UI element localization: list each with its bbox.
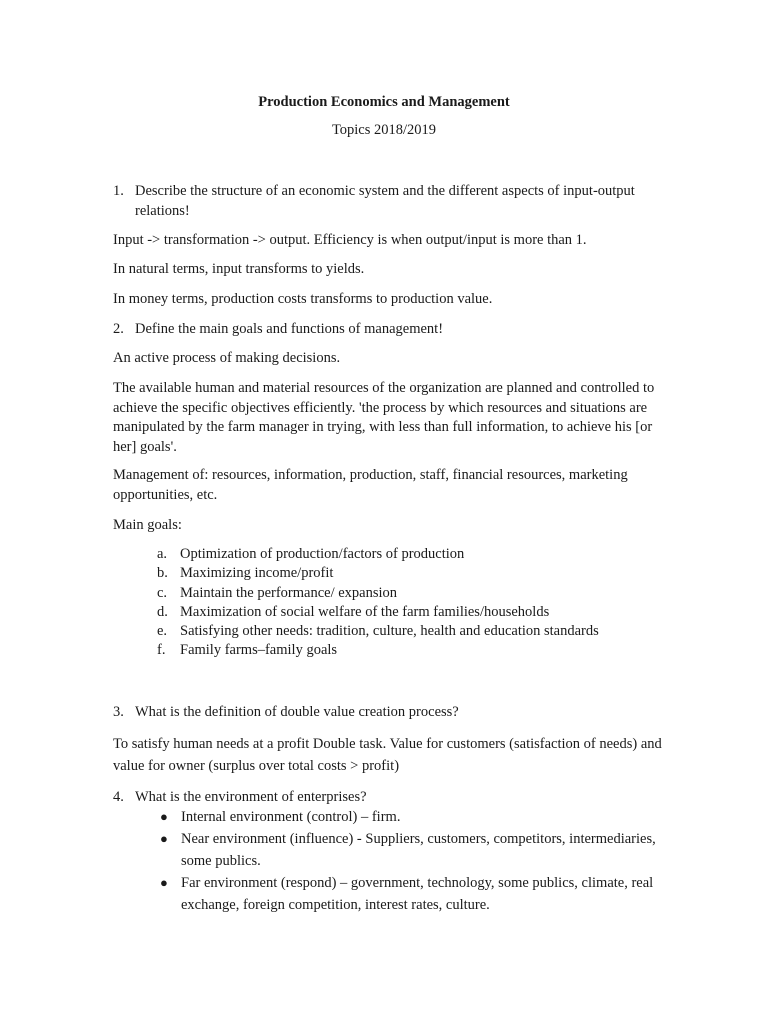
answer-1-line-3: In money terms, production costs transforms to production value. <box>113 291 493 307</box>
main-goals-label: Main goals: <box>113 517 182 533</box>
list-marker: a. <box>157 546 168 562</box>
answer-2-paragraph-3: Management of: resources, information, production, staff, financial resources, marketing opportunities, etc. <box>113 467 628 503</box>
list-item <box>157 641 677 660</box>
answer-2-paragraph-2: The available human and material resources of the organization are planned and controlled to achieve the specific objectives efficiently. 'the process by which resources and situations are manipulated by the farm manager in trying, with less than full information, to achieve his [or her] goals'. <box>113 380 655 455</box>
answer-1-line-1: Input -> transformation -> output. Efficiency is when output/input is more than 1. <box>113 232 587 248</box>
question-3-text: What is the definition of double value creation process? <box>135 704 459 720</box>
main-goals-list <box>157 545 677 661</box>
list-item-text: Near environment (influence) - Suppliers, customers, competitors, intermediaries, some publics. <box>181 831 656 869</box>
answer-2-line-1: An active process of making decisions. <box>113 350 341 366</box>
environments-list <box>157 806 677 916</box>
question-4 <box>113 788 673 808</box>
list-item-text: Satisfying other needs: tradition, culture, health and education standards <box>180 623 599 640</box>
list-item-text: Maintain the performance/ expansion <box>180 584 398 601</box>
list-item-text: Family farms–family goals <box>180 642 338 659</box>
list-item-text: Optimization of production/factors of production <box>180 546 465 562</box>
document-title: Production Economics and Management <box>258 94 510 110</box>
answer-3-paragraph: To satisfy human needs at a profit Double task. Value for customers (satisfaction of needs) and value for owner (surplus over total costs > profit) <box>113 736 662 774</box>
list-item <box>157 564 677 583</box>
question-2-number: 2. <box>113 321 124 337</box>
list-item <box>157 584 677 603</box>
question-3 <box>113 703 673 723</box>
answer-1-line-2: In natural terms, input transforms to yields. <box>113 261 365 277</box>
question-4-number: 4. <box>113 789 124 805</box>
list-marker: c. <box>157 584 168 601</box>
list-item-text: Maximization of social welfare of the farm families/households <box>180 603 550 620</box>
list-item <box>157 872 677 916</box>
question-2 <box>113 320 673 340</box>
list-item-text: Internal environment (control) – firm. <box>181 809 401 825</box>
question-3-number: 3. <box>113 704 124 720</box>
question-4-text: What is the environment of enterprises? <box>135 789 367 805</box>
question-1 <box>113 182 673 221</box>
question-2-text: Define the main goals and functions of management! <box>135 321 444 337</box>
list-marker: d. <box>157 603 168 620</box>
list-item <box>157 622 677 641</box>
bullet-icon: ● <box>160 831 168 846</box>
list-marker: f. <box>157 642 166 659</box>
question-1-text: Describe the structure of an economic system and the different aspects of input-output relations! <box>135 183 635 219</box>
bullet-icon: ● <box>160 809 168 824</box>
list-item <box>157 603 677 622</box>
list-item <box>157 806 677 828</box>
list-marker: b. <box>157 565 168 582</box>
bullet-icon: ● <box>160 875 168 890</box>
list-marker: e. <box>157 623 168 640</box>
list-item <box>157 828 677 872</box>
question-1-number: 1. <box>113 183 124 199</box>
list-item-text: Maximizing income/profit <box>180 565 334 582</box>
list-item-text: Far environment (respond) – government, technology, some publics, climate, real exchange, foreign competition, interest rates, culture. <box>181 875 654 913</box>
document-subtitle: Topics 2018/2019 <box>331 122 437 138</box>
list-item <box>157 545 677 564</box>
